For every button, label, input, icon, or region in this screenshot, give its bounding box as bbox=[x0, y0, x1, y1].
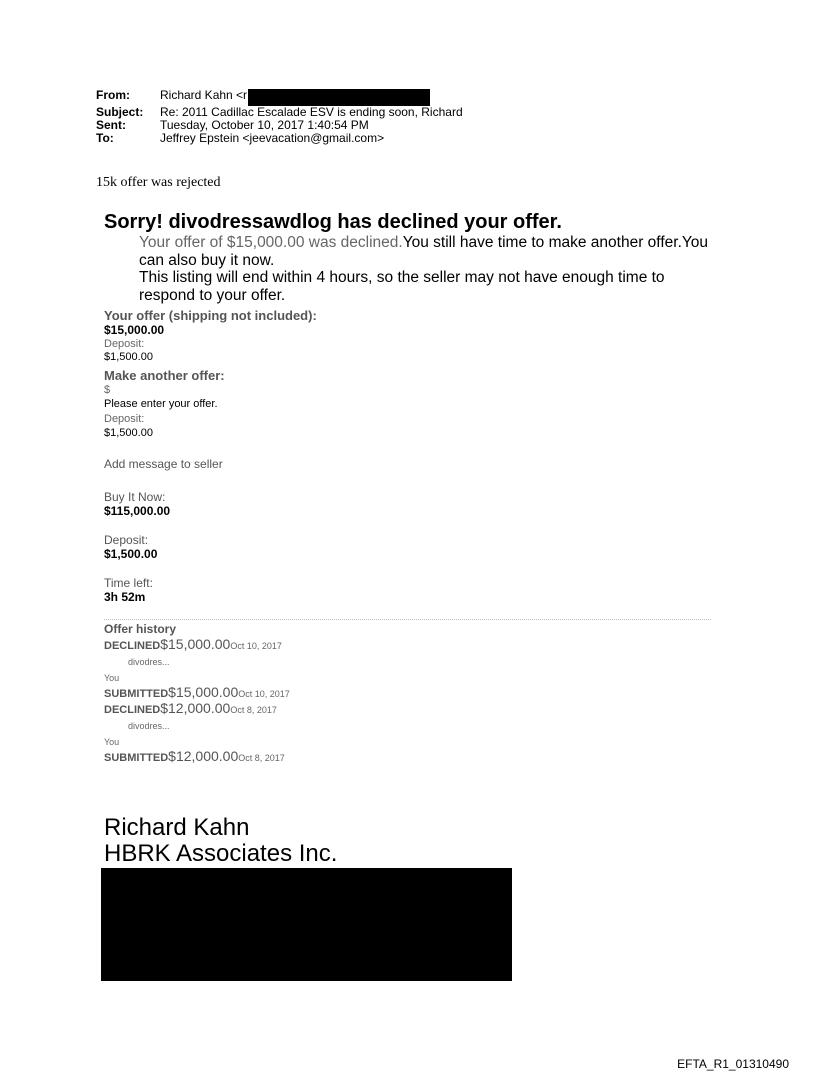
your-offer-label: Your offer (shipping not included): bbox=[104, 308, 317, 323]
to-value: Jeffrey Epstein <jeevacation@gmail.com> bbox=[160, 131, 385, 145]
deposit-label: Deposit: bbox=[104, 533, 149, 547]
history-date: Oct 10, 2017 bbox=[230, 641, 282, 651]
signature-company: HBRK Associates Inc. bbox=[104, 840, 338, 867]
deposit-section bbox=[104, 533, 157, 561]
add-message-link[interactable]: Add message to seller bbox=[104, 457, 223, 471]
from-value: Richard Kahn <r bbox=[160, 88, 248, 102]
signature-name: Richard Kahn bbox=[104, 814, 250, 841]
another-offer-deposit-label: Deposit: bbox=[104, 413, 145, 425]
ending-text: This listing will end within 4 hours, so the seller may not have enough time to respond to your offer. bbox=[139, 269, 665, 304]
redaction-bar bbox=[248, 89, 430, 106]
time-left-value: 3h 52m bbox=[104, 590, 146, 604]
sent-value: Tuesday, October 10, 2017 1:40:54 PM bbox=[160, 118, 369, 132]
sent-label: Sent: bbox=[96, 118, 126, 132]
history-amount: $15,000.00 bbox=[160, 636, 231, 652]
to-row bbox=[96, 132, 463, 145]
another-offer-deposit-value: $1,500.00 bbox=[104, 427, 153, 439]
history-entry bbox=[104, 701, 290, 717]
redaction-block bbox=[101, 868, 512, 981]
your-offer-deposit-label: Deposit: bbox=[104, 338, 145, 350]
history-date: Oct 8, 2017 bbox=[238, 753, 285, 763]
still-time-text: You still have time to make another offer.You can also buy it now. bbox=[139, 234, 709, 269]
offer-history bbox=[104, 622, 290, 765]
decline-headline: Sorry! divodressawdlog has declined your offer. bbox=[104, 211, 562, 233]
enter-offer-prompt: Please enter your offer. bbox=[104, 398, 218, 410]
history-amount: $12,000.00 bbox=[160, 700, 231, 716]
buy-it-now-section bbox=[104, 490, 170, 518]
history-amount: $15,000.00 bbox=[168, 684, 239, 700]
buy-it-now-label: Buy It Now: bbox=[104, 490, 166, 504]
another-offer-label: Make another offer: bbox=[104, 368, 225, 383]
history-date: Oct 10, 2017 bbox=[238, 689, 290, 699]
your-offer-section bbox=[104, 309, 317, 364]
history-status: DECLINED bbox=[104, 704, 161, 716]
from-label: From: bbox=[96, 88, 130, 102]
history-status: DECLINED bbox=[104, 640, 161, 652]
history-buyer: You bbox=[104, 673, 120, 683]
your-offer-amount: $15,000.00 bbox=[104, 323, 165, 337]
from-row bbox=[96, 89, 463, 106]
time-left-section bbox=[104, 576, 153, 604]
currency-symbol: $ bbox=[104, 384, 111, 396]
history-status: SUBMITTED bbox=[104, 752, 169, 764]
history-status: SUBMITTED bbox=[104, 688, 169, 700]
subject-value: Re: 2011 Cadillac Escalade ESV is ending soon, Richard bbox=[160, 105, 463, 119]
your-offer-deposit-value: $1,500.00 bbox=[104, 351, 153, 363]
document-id: EFTA_R1_01310490 bbox=[677, 1057, 789, 1071]
history-entry bbox=[104, 749, 290, 765]
subject-label: Subject: bbox=[96, 105, 144, 119]
deposit-value: $1,500.00 bbox=[104, 547, 158, 561]
another-offer-section bbox=[104, 368, 225, 440]
signature bbox=[104, 815, 337, 867]
history-date: Oct 8, 2017 bbox=[230, 705, 277, 715]
time-left-label: Time left: bbox=[104, 576, 153, 590]
history-entry bbox=[104, 637, 290, 653]
intro-text: 15k offer was rejected bbox=[96, 175, 221, 190]
offer-history-title: Offer history bbox=[104, 622, 177, 636]
declined-text: Your offer of $15,000.00 was declined. bbox=[139, 234, 403, 251]
history-amount: $12,000.00 bbox=[168, 748, 239, 764]
history-entry bbox=[104, 685, 290, 701]
to-label: To: bbox=[96, 131, 114, 145]
decline-message bbox=[139, 234, 709, 304]
divider bbox=[104, 619, 711, 620]
history-buyer: You bbox=[104, 737, 120, 747]
history-seller: divodres... bbox=[128, 721, 170, 731]
buy-it-now-value: $115,000.00 bbox=[104, 504, 171, 518]
email-header bbox=[96, 89, 463, 145]
history-seller: divodres... bbox=[128, 657, 170, 667]
